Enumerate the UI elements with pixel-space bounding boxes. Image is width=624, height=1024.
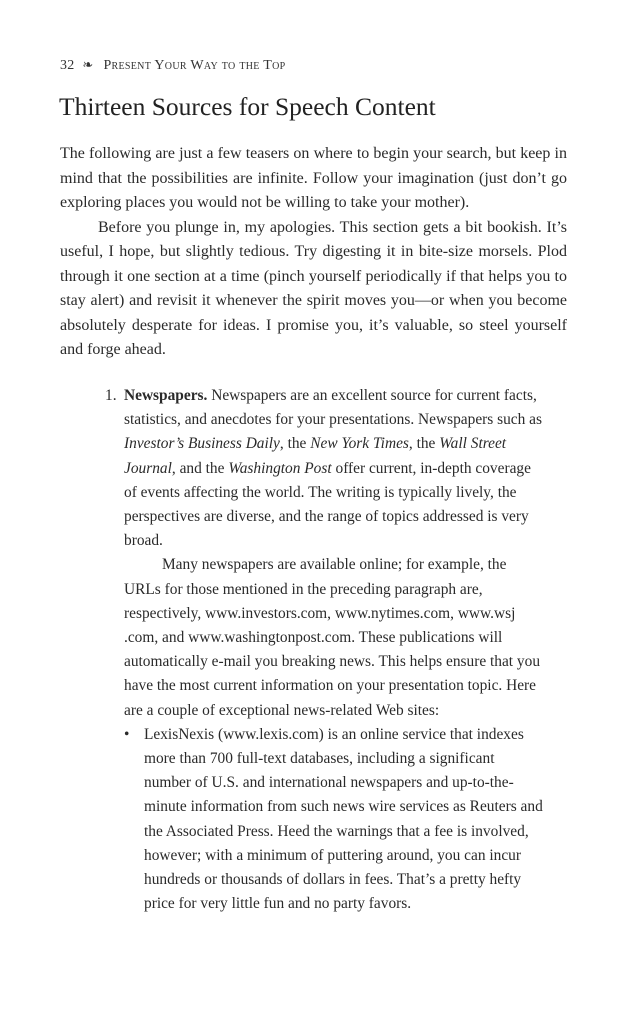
running-head [60,57,285,74]
page-number: 32 [60,58,75,73]
publication-title: Investor’s Business Daily [124,435,280,453]
section-title: Thirteen Sources for Speech Content [59,92,436,121]
publication-title: Washington Post [228,459,332,477]
list-item-newspapers [105,384,545,916]
newspapers-paragraph-1 [124,384,545,553]
intro-text [60,142,567,363]
text-run: Newspapers are an excellent source for current facts, statistics, and anecdotes for your presentations. Newspapers such as [124,387,542,429]
sources-list [105,384,545,916]
text-run: , the [408,435,440,453]
newspapers-paragraph-2: Many newspapers are available online; for example, the URLs for those mentioned in the preceding paragraph are, respectively, www.investors.com, www.nytimes.com, www.wsj .com, and www.washingtonpost.com. These publications will automatically e-mail you breaking news. This helps ensure that you have the most current information on your presentation topic. Here are a couple of exceptional news-related Web sites: [124,556,541,719]
text-run: , the [279,435,311,453]
bullet-icon: • [124,725,130,743]
text-run: offer current, in-depth coverage of events affecting the world. The writing is typically lively, the perspectives are diverse, and the range of topics addressed is very broad. [124,459,531,550]
list-item-heading: Newspapers. [124,387,208,404]
list-item-number: 1. [105,387,117,404]
publication-title: Wall Street Journal [124,435,507,477]
intro-paragraph-2: Before you plunge in, my apologies. This section gets a bit bookish. It’s useful, I hope, but slightly tedious. Try digesting it in bite-size morsels. Plod through it one section at a time (pinch yourself periodically if that helps you to stay alert) and revisit it whenever the spirit moves you—or when you become absolutely desperate for ideas. I promise you, it’s valuable, so steel yourself and forge ahead. [60,218,567,358]
running-head-title: Present Your Way to the Top [103,58,286,73]
fleuron-ornament-icon: ❧ [82,57,94,72]
intro-paragraph-1: The following are just a few teasers on where to begin your search, but keep in mind that the possibilities are infinite. Follow your imagination (just don’t go exploring places you would not be willing to take your mother). [60,145,567,211]
bullet-item-lexisnexis [124,723,545,917]
bullet-text: LexisNexis (www.lexis.com) is an online service that indexes more than 700 full-text databases, including a significant number of U.S. and international newspapers and up-to-the-minute information from such news wire services as Reuters and the Associated Press. Heed the warnings that a fee is involved, however; with a minimum of puttering around, you can incur hundreds or thousands of dollars in fees. That’s a pretty hefty price for very little fun and no party favors. [144,725,543,913]
text-run: , and the [171,459,229,477]
publication-title: New York Times [310,435,409,453]
